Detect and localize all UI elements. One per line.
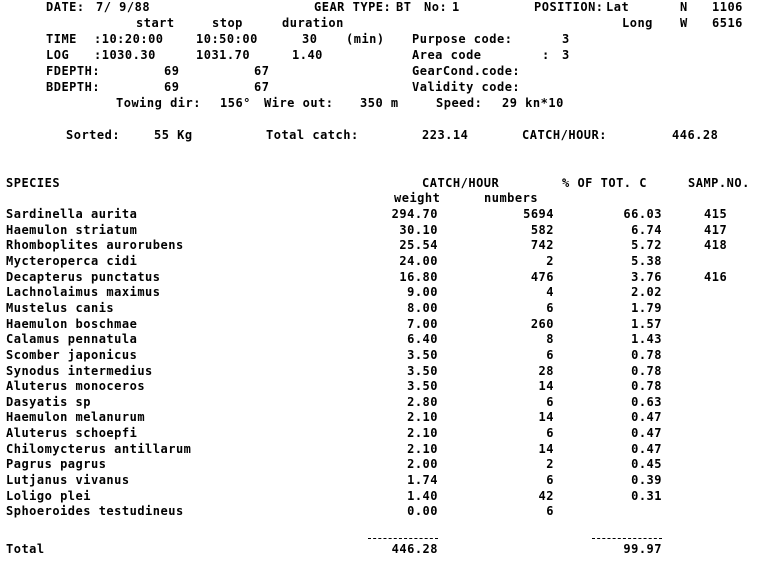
species-name: Chilomycterus antillarum — [6, 442, 192, 456]
catch-per-hour-column-header: CATCH/HOUR — [422, 176, 500, 190]
percent-value: 0.78 — [631, 364, 662, 378]
weight-value: 1.74 — [407, 473, 438, 487]
area-code-label: Area code — [412, 48, 482, 62]
numbers-value: 6 — [546, 426, 554, 440]
percent-value: 0.47 — [631, 442, 662, 456]
numbers-value: 8 — [546, 332, 554, 346]
species-name: Aluterus monoceros — [6, 379, 146, 393]
species-name: Dasyatis sp — [6, 395, 91, 409]
lat-hemisphere: N — [680, 0, 688, 14]
date-value: 7/ 9/88 — [96, 0, 151, 14]
speed-label: Speed: — [436, 96, 483, 110]
total-catch-label: Total catch: — [266, 128, 359, 142]
lat-value: 1106 — [712, 0, 743, 14]
bdepth-label: BDEPTH: — [46, 80, 101, 94]
weight-value: 2.00 — [407, 457, 438, 471]
purpose-code-value: 3 — [562, 32, 570, 46]
log-label: LOG — [46, 48, 70, 62]
area-code-value: 3 — [562, 48, 570, 62]
purpose-code-label: Purpose code: — [412, 32, 513, 46]
numbers-value: 6 — [546, 348, 554, 362]
percent-value: 0.47 — [631, 410, 662, 424]
gear-type-value: BT — [396, 0, 412, 14]
percent-value: 0.39 — [631, 473, 662, 487]
sample-number-value: 415 — [704, 207, 728, 221]
species-name: Decapterus punctatus — [6, 270, 161, 284]
fdepth-stop: 67 — [254, 64, 270, 78]
numbers-value: 742 — [530, 238, 554, 252]
weight-value: 9.00 — [407, 285, 438, 299]
haul-no-label: No: — [424, 0, 448, 14]
time-start: :10:20:00 — [94, 32, 164, 46]
species-name: Sardinella aurita — [6, 207, 138, 221]
weight-value: 16.80 — [399, 270, 438, 284]
percent-total-column-header: % OF TOT. C — [562, 176, 647, 190]
species-name: Lutjanus vivanus — [6, 473, 130, 487]
species-column-header: SPECIES — [6, 176, 61, 190]
percent-value: 0.78 — [631, 348, 662, 362]
log-stop: 1031.70 — [196, 48, 251, 62]
gear-type-label: GEAR TYPE: — [314, 0, 392, 14]
validity-code-label: Validity code: — [412, 80, 521, 94]
catch-per-hour-value: 446.28 — [672, 128, 719, 142]
weight-value: 6.40 — [407, 332, 438, 346]
long-value: 6516 — [712, 16, 743, 30]
weight-value: 3.50 — [407, 348, 438, 362]
total-percent-rule — [592, 538, 662, 539]
weight-value: 25.54 — [399, 238, 438, 252]
towing-dir-value: 156° — [220, 96, 251, 110]
species-name: Lachnolaimus maximus — [6, 285, 161, 299]
gear-cond-code-label: GearCond.code: — [412, 64, 521, 78]
numbers-value: 6 — [546, 473, 554, 487]
percent-value: 0.47 — [631, 426, 662, 440]
weight-value: 294.70 — [391, 207, 438, 221]
species-name: Synodus intermedius — [6, 364, 153, 378]
total-percent-value: 99.97 — [623, 542, 662, 556]
speed-value: 29 kn*10 — [502, 96, 564, 110]
time-stop: 10:50:00 — [196, 32, 258, 46]
log-start: :1030.30 — [94, 48, 156, 62]
time-label: TIME — [46, 32, 77, 46]
bdepth-stop: 67 — [254, 80, 270, 94]
total-weight-rule — [368, 538, 438, 539]
fdepth-label: FDEPTH: — [46, 64, 101, 78]
area-code-separator: : — [542, 48, 550, 62]
species-name: Pagrus pagrus — [6, 457, 107, 471]
col-start-label: start — [136, 16, 175, 30]
numbers-value: 28 — [538, 364, 554, 378]
total-label: Total — [6, 542, 45, 556]
percent-value: 1.43 — [631, 332, 662, 346]
haul-no-value: 1 — [452, 0, 460, 14]
towing-dir-label: Towing dir: — [116, 96, 201, 110]
numbers-subheader: numbers — [484, 191, 539, 205]
species-name: Loligo plei — [6, 489, 91, 503]
wire-out-value: 350 m — [360, 96, 399, 110]
numbers-value: 476 — [530, 270, 554, 284]
species-name: Haemulon striatum — [6, 223, 138, 237]
sorted-label: Sorted: — [66, 128, 121, 142]
species-name: Scomber japonicus — [6, 348, 138, 362]
long-label: Long — [622, 16, 653, 30]
fdepth-start: 69 — [164, 64, 180, 78]
position-label: POSITION: — [534, 0, 604, 14]
numbers-value: 582 — [530, 223, 554, 237]
weight-value: 8.00 — [407, 301, 438, 315]
species-name: Calamus pennatula — [6, 332, 138, 346]
percent-value: 5.38 — [631, 254, 662, 268]
percent-value: 1.79 — [631, 301, 662, 315]
numbers-value: 6 — [546, 301, 554, 315]
species-name: Sphoeroides testudineus — [6, 504, 184, 518]
sample-number-value: 417 — [704, 223, 728, 237]
numbers-value: 14 — [538, 442, 554, 456]
numbers-value: 14 — [538, 379, 554, 393]
total-catch-value: 223.14 — [422, 128, 469, 142]
time-unit: (min) — [346, 32, 385, 46]
bdepth-start: 69 — [164, 80, 180, 94]
numbers-value: 42 — [538, 489, 554, 503]
weight-value: 7.00 — [407, 317, 438, 331]
weight-value: 0.00 — [407, 504, 438, 518]
date-label: DATE: — [46, 0, 85, 14]
numbers-value: 6 — [546, 395, 554, 409]
weight-value: 1.40 — [407, 489, 438, 503]
weight-value: 24.00 — [399, 254, 438, 268]
percent-value: 0.45 — [631, 457, 662, 471]
numbers-value: 14 — [538, 410, 554, 424]
weight-subheader: weight — [394, 191, 441, 205]
weight-value: 30.10 — [399, 223, 438, 237]
species-name: Mustelus canis — [6, 301, 115, 315]
percent-value: 0.63 — [631, 395, 662, 409]
weight-value: 3.50 — [407, 379, 438, 393]
weight-value: 2.10 — [407, 426, 438, 440]
percent-value: 5.72 — [631, 238, 662, 252]
weight-value: 2.10 — [407, 410, 438, 424]
sorted-value: 55 Kg — [154, 128, 193, 142]
sample-number-value: 416 — [704, 270, 728, 284]
percent-value: 2.02 — [631, 285, 662, 299]
percent-value: 3.76 — [631, 270, 662, 284]
lat-label: Lat — [606, 0, 630, 14]
species-name: Mycteroperca cidi — [6, 254, 138, 268]
numbers-value: 260 — [530, 317, 554, 331]
numbers-value: 5694 — [523, 207, 554, 221]
wire-out-label: Wire out: — [264, 96, 334, 110]
species-name: Rhomboplites aurorubens — [6, 238, 184, 252]
long-hemisphere: W — [680, 16, 688, 30]
numbers-value: 4 — [546, 285, 554, 299]
numbers-value: 6 — [546, 504, 554, 518]
species-name: Haemulon melanurum — [6, 410, 146, 424]
weight-value: 2.10 — [407, 442, 438, 456]
sample-number-column-header: SAMP.NO. — [688, 176, 750, 190]
log-duration: 1.40 — [292, 48, 323, 62]
percent-value: 6.74 — [631, 223, 662, 237]
sample-number-value: 418 — [704, 238, 728, 252]
weight-value: 2.80 — [407, 395, 438, 409]
percent-value: 1.57 — [631, 317, 662, 331]
col-stop-label: stop — [212, 16, 243, 30]
total-weight-value: 446.28 — [391, 542, 438, 556]
percent-value: 0.31 — [631, 489, 662, 503]
numbers-value: 2 — [546, 254, 554, 268]
col-duration-label: duration — [282, 16, 344, 30]
catch-per-hour-label: CATCH/HOUR: — [522, 128, 607, 142]
percent-value: 0.78 — [631, 379, 662, 393]
species-name: Haemulon boschmae — [6, 317, 138, 331]
percent-value: 66.03 — [623, 207, 662, 221]
time-duration: 30 — [302, 32, 318, 46]
species-name: Aluterus schoepfi — [6, 426, 138, 440]
numbers-value: 2 — [546, 457, 554, 471]
weight-value: 3.50 — [407, 364, 438, 378]
